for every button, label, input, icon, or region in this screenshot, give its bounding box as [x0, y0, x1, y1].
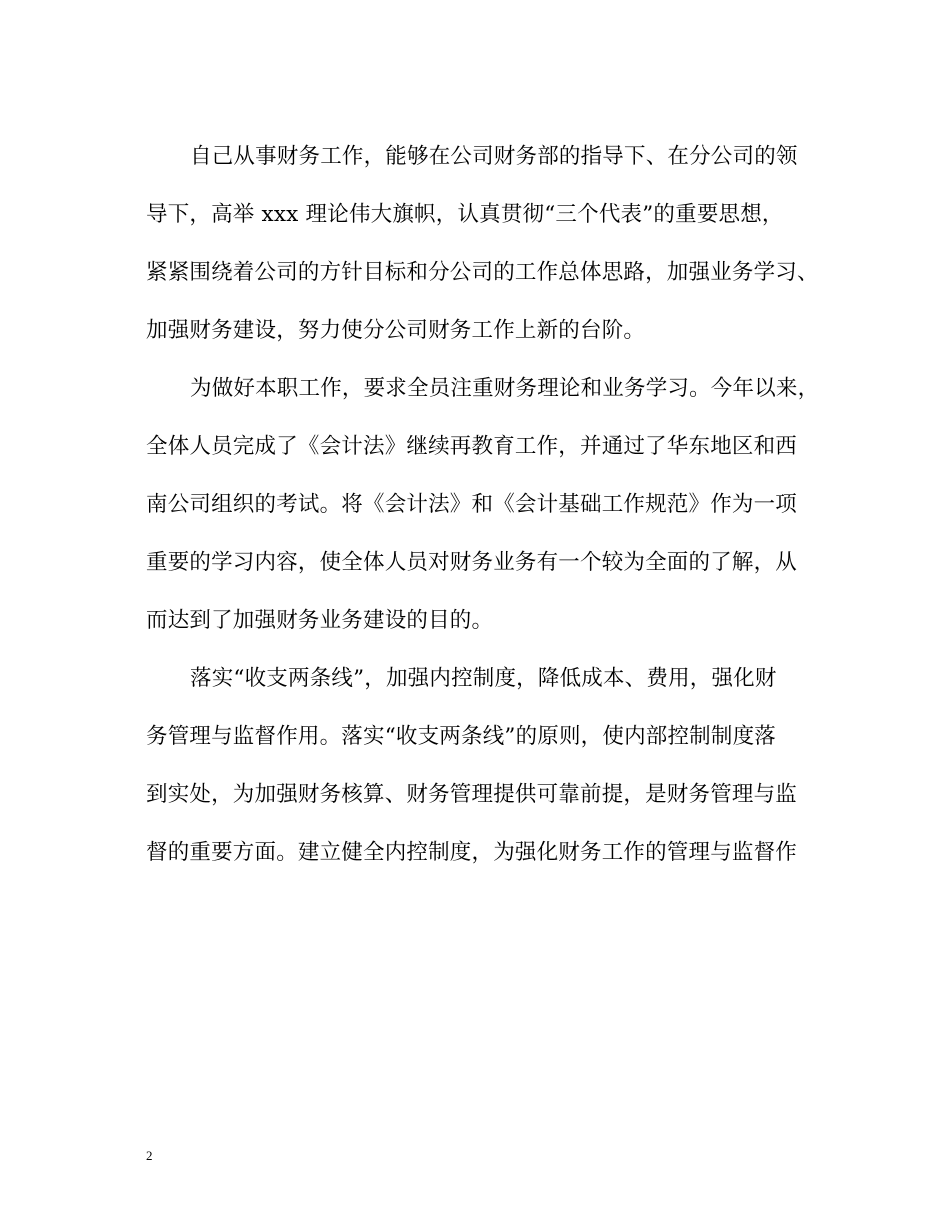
- page-number: 2: [146, 1148, 153, 1163]
- text-line-11: 务管理与监督作用。落实“收支两条线”的原则，使内部控制制度落: [146, 724, 776, 749]
- text-line-9: 而达到了加强财务业务建设的目的。: [146, 608, 494, 633]
- text-line-3: 紧紧围绕着公司的方针目标和分公司的工作总体思路，加强业务学习、: [146, 260, 819, 285]
- text-line-6: 全体人员完成了《会计法》继续再教育工作，并通过了华东地区和西: [146, 434, 798, 459]
- text-line-7: 南公司组织的考试。将《会计法》和《会计基础工作规范》作为一项: [146, 492, 798, 517]
- text-line-10: 落实“收支两条线”，加强内控制度，降低成本、费用，强化财: [190, 666, 777, 691]
- text-line-13: 督的重要方面。建立健全内控制度，为强化财务工作的管理与监督作: [146, 840, 798, 865]
- text-line-8: 重要的学习内容，使全体人员对财务业务有一个较为全面的了解，从: [146, 550, 798, 575]
- text-line-5: 为做好本职工作，要求全员注重财务理论和业务学习。今年以来，: [190, 376, 820, 401]
- text-line-1: 自己从事财务工作，能够在公司财务部的指导下、在分公司的领: [190, 144, 798, 169]
- text-line-12: 到实处，为加强财务核算、财务管理提供可靠前提，是财务管理与监: [146, 782, 798, 807]
- text-line-4: 加强财务建设，努力使分公司财务工作上新的台阶。: [146, 318, 646, 343]
- text-line-2: 导下，高举 xxx 理论伟大旗帜，认真贯彻“三个代表”的重要思想，: [146, 202, 784, 227]
